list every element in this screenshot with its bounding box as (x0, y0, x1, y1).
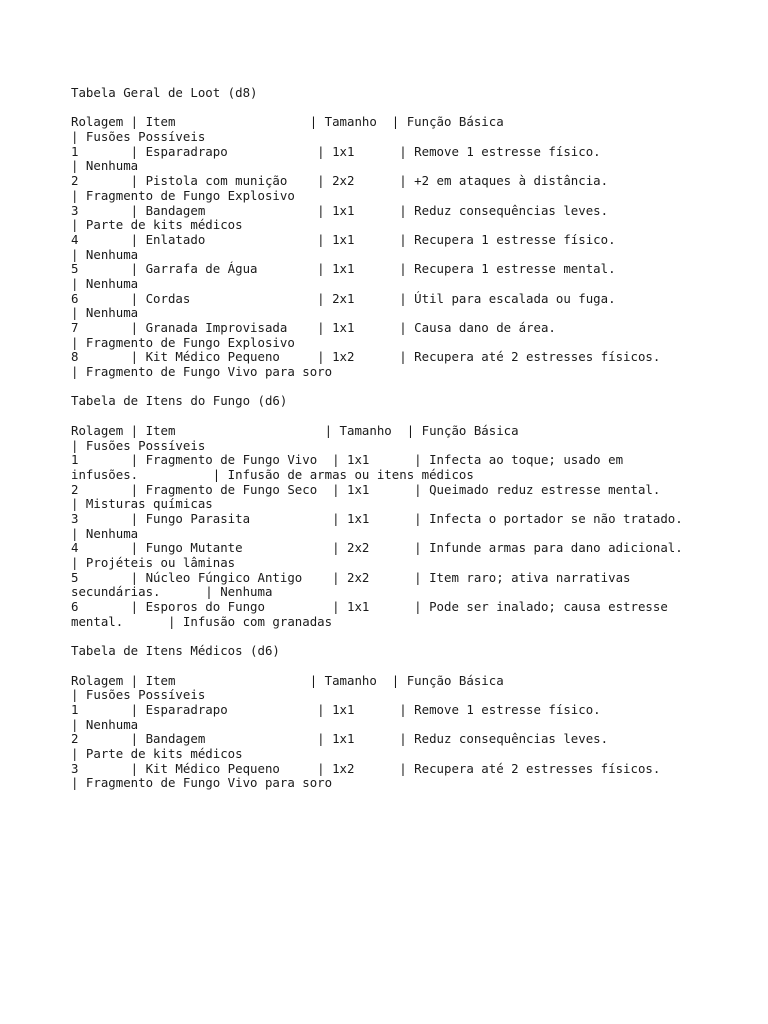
medical-table-section (71, 644, 761, 791)
table-row: 4 | Enlatado | 1x1 | Recupera 1 estresse físico. (71, 231, 616, 247)
table-row: 3 | Kit Médico Pequeno | 1x2 | Recupera até 2 estresses físicos. (71, 760, 661, 776)
table-row: 1 | Esparadrapo | 1x1 | Remove 1 estresse físico. (71, 701, 601, 717)
table-header-cont: | Fusões Possíveis (71, 129, 206, 145)
spacer (71, 101, 761, 116)
table-row: 3 | Fungo Parasita | 1x1 | Infecta o portador se não tratado. (71, 510, 683, 526)
table-row: 3 | Bandagem | 1x1 | Reduz consequências leves. (71, 202, 609, 218)
table-row-cont: | Parte de kits médicos (71, 745, 243, 761)
table-row-cont: | Fragmento de Fungo Explosivo (71, 334, 295, 350)
table-row-cont: | Nenhuma (71, 246, 139, 262)
table-row-cont: | Projéteis ou lâminas (71, 555, 236, 570)
table-row-cont: | Fragmento de Fungo Vivo para soro (71, 775, 333, 791)
spacer (71, 659, 761, 674)
table-row: 6 | Esporos do Fungo | 1x1 | Pode ser inalado; causa estresse (71, 599, 668, 615)
table-row: 7 | Granada Improvisada | 1x1 | Causa dano de área. (71, 320, 556, 335)
table-row: 6 | Cordas | 2x1 | Útil para escalada ou fuga. (71, 290, 616, 306)
table-row: 5 | Garrafa de Água | 1x1 | Recupera 1 estresse mental. (71, 261, 616, 277)
table-header-cont: | Fusões Possíveis (71, 687, 206, 703)
table-header-cont: | Fusões Possíveis (71, 437, 206, 453)
table-row: 8 | Kit Médico Pequeno | 1x2 | Recupera até 2 estresses físicos. (71, 349, 661, 365)
spacer (71, 380, 761, 395)
table-row-cont: | Nenhuma (71, 525, 139, 541)
section-title: Tabela Geral de Loot (d8) (71, 85, 258, 100)
table-row: 4 | Fungo Mutante | 2x2 | Infunde armas para dano adicional. (71, 540, 683, 556)
table-header: Rolagem | Item | Tamanho | Função Básica (71, 672, 504, 688)
table-row: 2 | Fragmento de Fungo Seco | 1x1 | Queimado reduz estresse mental. (71, 481, 661, 497)
document-page (71, 86, 761, 791)
table-row-cont: | Misturas químicas (71, 496, 213, 512)
table-row-cont: | Nenhuma (71, 275, 139, 291)
table-row: 2 | Pistola com munição | 2x2 | +2 em ataques à distância. (71, 173, 609, 189)
table-row-cont: | Nenhuma (71, 158, 139, 174)
table-row-cont: | Fragmento de Fungo Explosivo (71, 187, 295, 203)
table-row: 1 | Esparadrapo | 1x1 | Remove 1 estresse físico. (71, 143, 601, 159)
table-row-cont: mental. | Infusão com granadas (71, 613, 333, 629)
section-title: Tabela de Itens Médicos (d6) (71, 643, 280, 659)
spacer (71, 629, 761, 644)
table-row: 1 | Fragmento de Fungo Vivo | 1x1 | Infecta ao toque; usado em (71, 452, 624, 468)
section-title: Tabela de Itens do Fungo (d6) (71, 393, 288, 409)
table-row-cont: | Fragmento de Fungo Vivo para soro (71, 364, 333, 380)
table-row: 5 | Núcleo Fúngico Antigo | 2x2 | Item raro; ativa narrativas (71, 569, 631, 585)
table-row-cont: infusões. | Infusão de armas ou itens médicos (71, 466, 474, 482)
fungus-table-section (71, 394, 761, 629)
table-row-cont: | Nenhuma (71, 716, 139, 732)
table-row: 2 | Bandagem | 1x1 | Reduz consequências leves. (71, 731, 609, 747)
table-row-cont: | Parte de kits médicos (71, 217, 243, 233)
spacer (71, 409, 761, 424)
table-row-cont: secundárias. | Nenhuma (71, 584, 273, 600)
table-header: Rolagem | Item | Tamanho | Função Básica (71, 114, 504, 130)
table-header: Rolagem | Item | Tamanho | Função Básica (71, 422, 519, 438)
table-row-cont: | Nenhuma (71, 305, 139, 321)
loot-table-section (71, 86, 761, 380)
